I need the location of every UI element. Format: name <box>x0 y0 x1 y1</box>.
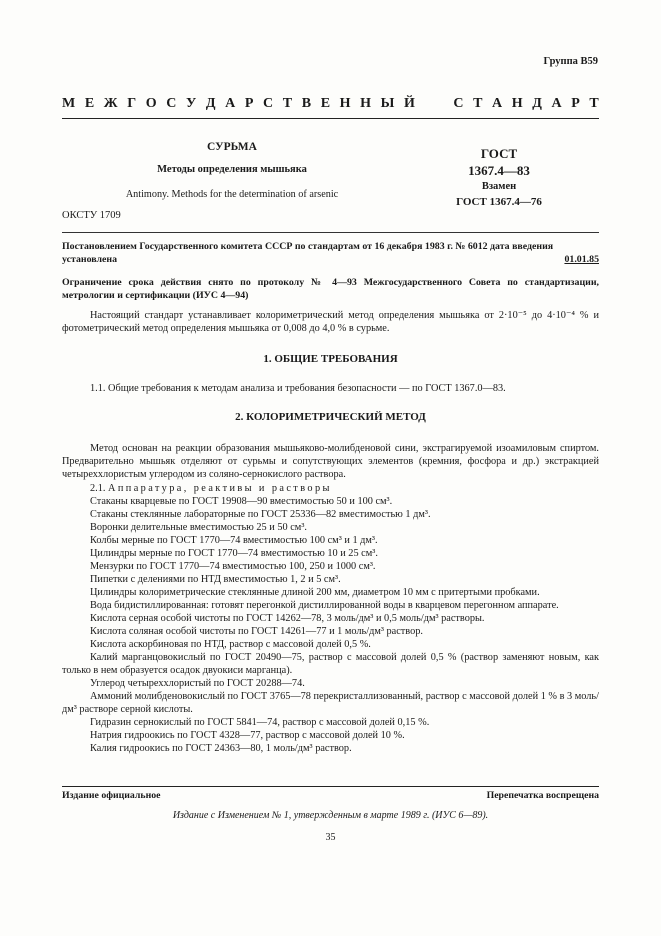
standard-banner <box>62 96 599 112</box>
section1-paragraph: 1.1. Общие требования к методам анализа и требования безопасности — по ГОСТ 1367.0—83. <box>90 383 506 394</box>
banner-letter: М <box>62 96 76 111</box>
banner-letter: Е <box>84 96 95 111</box>
equipment-list <box>62 495 599 755</box>
banner-letter: Р <box>571 96 580 111</box>
list-item: Колбы мерные по ГОСТ 1770—74 вместимостью 100 см³ и 1 дм³. <box>90 535 378 546</box>
banner-letter: В <box>301 96 312 111</box>
banner-letter: С <box>453 96 464 111</box>
banner-letter: Й <box>404 96 415 111</box>
banner-letter: Т <box>589 96 599 111</box>
list-item: Кислота аскорбиновая по НТД, раствор с массовой долей 0,5 %. <box>90 639 371 650</box>
gost-number: 1367.4—83 <box>468 163 530 178</box>
section2-heading: 2. КОЛОРИМЕТРИЧЕСКИЙ МЕТОД <box>235 411 426 423</box>
subsection-heading: Аппаратура, реактивы и растворы <box>108 483 332 494</box>
decree-body: Постановлением Государственного комитета СССР по стандартам от 16 декабря 1983 г. № 6012 дата введения установлена <box>62 241 554 265</box>
banner-letter: С <box>263 96 274 111</box>
title-rule <box>62 232 599 233</box>
banner-letter: Е <box>320 96 331 111</box>
list-item: Калия гидроокись по ГОСТ 24363—80, 1 моль/дм³ раствор. <box>90 743 352 754</box>
banner-letter: А <box>551 96 562 111</box>
restriction-note: Ограничение срока действия снято по протоколу № 4—93 Межгосударственного Совета по стандартизации, метрологии и сертификации (ИУС 4—94) <box>62 277 599 301</box>
banner-letter: О <box>145 96 157 111</box>
banner-letter: А <box>492 96 503 111</box>
title-english: Antimony. Methods for the determination of arsenic <box>125 189 339 200</box>
footer-official: Издание официальное <box>62 790 161 801</box>
subsection-2-1 <box>62 482 599 495</box>
footer-rule <box>62 786 599 787</box>
subsection-label: 2.1. <box>90 483 106 494</box>
footer-reprint: Перепечатка воспрещена <box>486 790 599 801</box>
banner-letter: А <box>225 96 236 111</box>
banner-letter: У <box>186 96 197 111</box>
gost-old: ГОСТ 1367.4—76 <box>456 196 542 208</box>
banner-letter: С <box>166 96 177 111</box>
group-label: Группа В59 <box>543 56 598 67</box>
banner-letter: Г <box>127 96 137 111</box>
decree-text <box>62 241 599 266</box>
list-item: Цилиндры мерные по ГОСТ 1770—74 вместимостью 10 и 25 см³. <box>90 548 378 559</box>
banner-letter: Т <box>282 96 293 111</box>
list-item: Воронки делительные вместимостью 25 и 50 см³. <box>90 522 307 533</box>
section1-heading: 1. ОБЩИЕ ТРЕБОВАНИЯ <box>263 353 398 365</box>
list-item: Кислота серная особой чистоты по ГОСТ 14262—78, 3 моль/дм³ и 0,5 моль/дм³ растворы. <box>90 613 485 624</box>
banner-letter: Ы <box>380 96 395 111</box>
list-item: Мензурки по ГОСТ 1770—74 вместимостью 100, 250 и 1000 см³. <box>90 561 376 572</box>
banner-letter: Д <box>532 96 542 111</box>
list-item: Пипетки с делениями по НТД вместимостью 1, 2 и 5 см³. <box>90 574 341 585</box>
header-rule <box>62 118 599 119</box>
title-main: СУРЬМА <box>207 141 257 153</box>
list-item: Стаканы стеклянные лабораторные по ГОСТ 25336—82 вместимостью 1 дм³. <box>90 509 431 520</box>
banner-letter: Д <box>205 96 216 111</box>
banner-letter: Н <box>360 96 372 111</box>
list-item: Кислота соляная особой чистоты по ГОСТ 14261—77 и 1 моль/дм³ раствор. <box>90 626 423 637</box>
decree-date: 01.01.85 <box>564 253 599 265</box>
list-item: Натрия гидроокись по ГОСТ 4328—77, раствор с массовой долей 10 %. <box>90 730 405 741</box>
title-sub: Методы определения мышьяка <box>157 164 307 175</box>
list-item: Углерод четыреххлористый по ГОСТ 20288—74. <box>90 678 305 689</box>
section2-paragraph: Метод основан на реакции образования мышьяково-молибденовой сини, экстрагируемой изоамиловым спиртом. Предварительно мышьяк отделяют от сурьмы и сопутствующих элементов (кремния, фосфора и др.) экстракцией четыреххлористым углеродом из соляно-сернокислого раствора. <box>62 443 599 481</box>
banner-letter: Т <box>473 96 483 111</box>
banner-letter: Н <box>511 96 523 111</box>
intro-paragraph: Настоящий стандарт устанавливает колориметрический метод определения мышьяка от 2·10⁻⁵ до 4·10⁻⁴ % и фотометрический метод определения мышьяка от 0,008 до 4,0 % в сурьме. <box>62 310 599 335</box>
list-item: Цилиндры колориметрические стеклянные длиной 200 мм, диаметром 10 мм с притертыми пробками. <box>90 587 540 598</box>
gost-label: ГОСТ <box>480 146 518 161</box>
gost-replaces: Взамен <box>481 181 517 192</box>
page-number: 35 <box>325 832 336 843</box>
list-item: Вода бидистиллированная: готовят перегонкой дистиллированной воды в кварцевом перегонном аппарате. <box>90 600 559 611</box>
banner-letter: Р <box>244 96 254 111</box>
list-item: Стаканы кварцевые по ГОСТ 19908—90 вместимостью 50 и 100 см³. <box>90 496 393 507</box>
list-item: Калий марганцовокислый по ГОСТ 20490—75, раствор с массовой долей 0,5 % (раствор заменяют новым, как только в нем образуется осадок двуокиси марганца). <box>62 652 599 676</box>
okstu-code: ОКСТУ 1709 <box>62 210 121 221</box>
footer-change-note: Издание с Изменением № 1, утвержденным в марте 1989 г. (ИУС 6—89). <box>172 810 489 821</box>
banner-letter: Н <box>339 96 351 111</box>
list-item: Гидразин сернокислый по ГОСТ 5841—74, раствор с массовой долей 0,15 %. <box>90 717 430 728</box>
list-item: Аммоний молибденовокислый по ГОСТ 3765—78 перекристаллизованный, раствор с массовой долей 1 % в 3 моль/дм³ растворе серной кислоты. <box>62 691 599 715</box>
banner-letter: Ж <box>103 96 118 111</box>
